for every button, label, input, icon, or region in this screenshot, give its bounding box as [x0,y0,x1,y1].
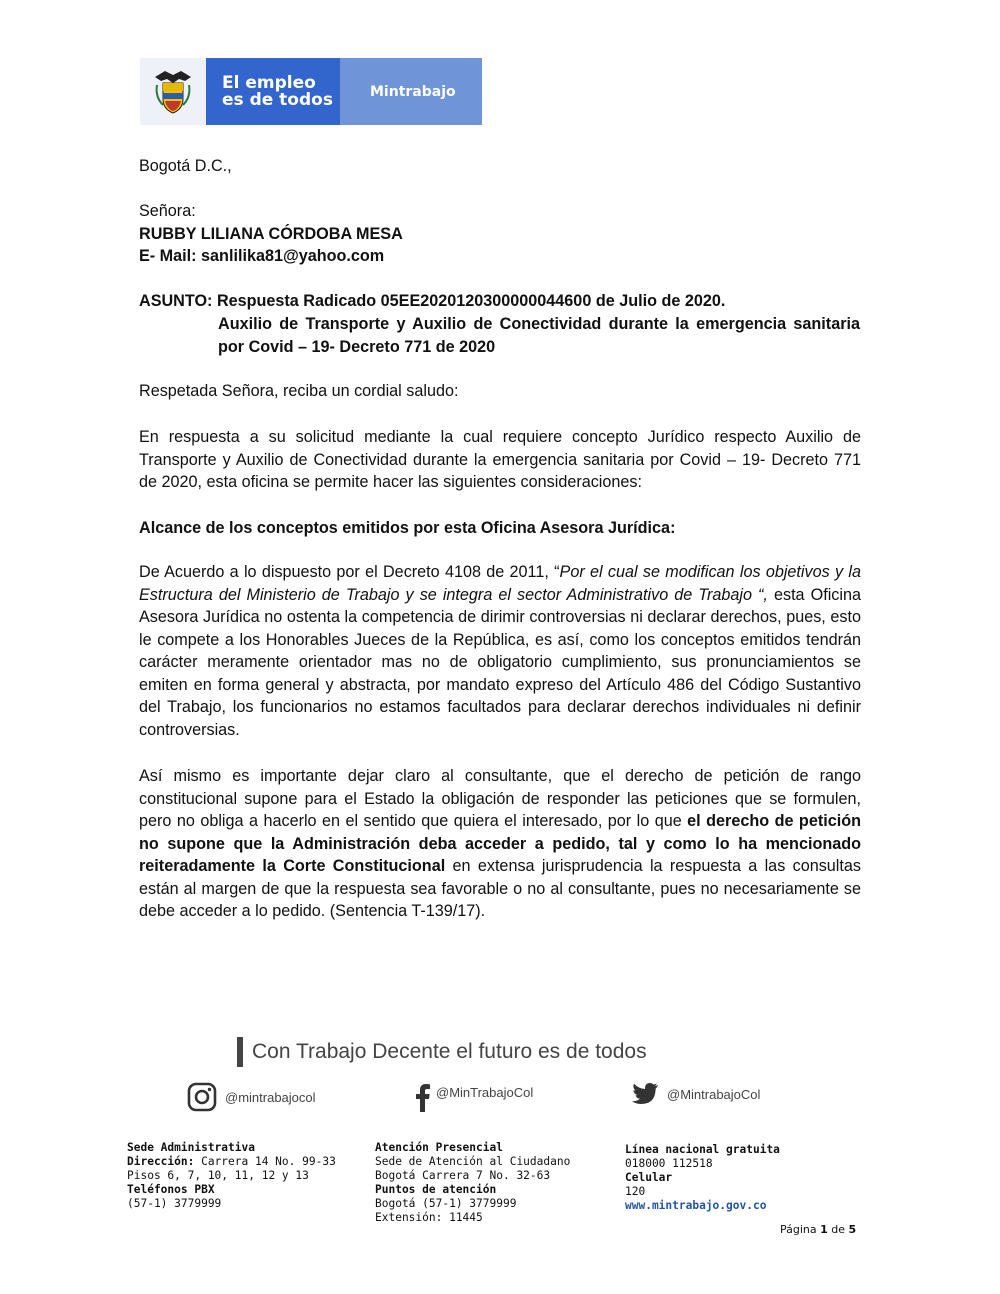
footer-linea-nacional [625,1143,780,1213]
logo-line2: es de todos [222,89,333,110]
footer-sede-administrativa [127,1141,336,1211]
paragraph-petition-right [139,765,861,923]
footer-col-title: Atención Presencial [375,1141,503,1154]
footer-line: Bogotá Carrera 7 No. 32-63 [375,1169,551,1182]
coat-of-arms-icon [140,58,206,125]
logo-brand: Mintrabajo [340,58,482,125]
recipient-name: RUBBY LILIANA CÓRDOBA MESA [139,225,403,243]
footer-slogan [237,1036,647,1068]
subject-line: ASUNTO: Respuesta Radicado 05EE2020120300000044600 de Julio de 2020. [139,292,726,310]
logo-line1: El empleo [222,72,316,93]
footer-extension: Extensión: 11445 [375,1211,483,1224]
letter-city: Bogotá D.C., [139,157,232,175]
footer-col-title: Sede Administrativa [127,1141,255,1154]
footer-line: Sede de Atención al Ciudadano [375,1155,571,1168]
slogan-text: Con Trabajo Decente el futuro es de todos [252,1040,647,1063]
page-middle: de [827,1223,849,1236]
footer-address-value: Carrera 14 No. 99-33 [194,1155,336,1168]
recipient-email: E- Mail: sanlilika81@yahoo.com [139,247,385,265]
twitter-handle[interactable]: @MintrabajoCol [667,1086,761,1102]
footer-address-label: Dirección: [127,1155,195,1168]
website-link[interactable]: www.mintrabajo.gov.co [625,1199,767,1212]
social-twitter[interactable] [631,1082,760,1106]
social-facebook[interactable] [415,1082,533,1112]
page-total: 5 [848,1223,857,1236]
section-heading: Alcance de los conceptos emitidos por esta Oficina Asesora Jurídica: [139,519,676,537]
footer-col-title: Línea nacional gratuita [625,1143,780,1156]
footer-floors: Pisos 6, 7, 10, 11, 12 y 13 [127,1169,309,1182]
footer-mobile-label: Celular [625,1171,673,1184]
logo-slogan [206,58,340,125]
social-instagram[interactable] [187,1082,316,1112]
twitter-icon [631,1082,659,1106]
page-current: 1 [820,1223,828,1236]
slogan-bar [237,1037,243,1067]
footer-points-value: Bogotá (57-1) 3779999 [375,1197,517,1210]
footer-points-label: Puntos de atención [375,1183,497,1196]
footer-hotline: 018000 112518 [625,1157,713,1170]
page-prefix: Página [780,1223,821,1236]
instagram-icon [187,1082,217,1112]
paragraph-emphasis: el derecho de petición no supone que la Administración deba acceder a pedido, tal y como lo ha mencionado reiteradamente la Corte Constitucional [139,812,861,875]
facebook-icon [415,1082,431,1112]
footer-address [127,1155,336,1169]
footer-mobile-value: 120 [625,1185,646,1198]
paragraph-text: Así mismo es importante dejar claro al consultante, que el derecho de petición de rango constitucional supone para el Estado la obligación de responder las peticiones que se formulen, pero no obliga a hacerlo en el sentido que quiera el interesado, por lo que [139,767,861,830]
footer-phones-value: (57-1) 3779999 [127,1197,222,1210]
paragraph-scope [139,561,861,741]
instagram-handle[interactable]: @mintrabajocol [225,1089,316,1105]
letter-salutation: Señora: [139,202,196,220]
decree-title-quote: Por el cual se modifican los objetivos y la Estructura del Ministerio de Trabajo y se integra el sector Administrativo de Trabajo “, [139,563,861,604]
footer-phones-label: Teléfonos PBX [127,1183,215,1196]
paragraph-text: De Acuerdo a lo dispuesto por el Decreto 4108 de 2011, “ [139,563,560,581]
paragraph-intro: En respuesta a su solicitud mediante la cual requiere concepto Jurídico respecto Auxilio de Transporte y Auxilio de Conectividad durante la emergencia sanitaria por Covid – 19- Decreto 771 de 2020, esta oficina se permite hacer las siguientes consideraciones: [139,428,861,491]
mintrabajo-logo [140,58,482,125]
facebook-handle[interactable]: @MinTrabajoCol [436,1085,534,1100]
letter-greeting: Respetada Señora, reciba un cordial saludo: [139,382,459,400]
subject-line: Auxilio de Transporte y Auxilio de Conectividad durante la emergencia sanitaria [218,315,860,333]
footer-atencion-presencial [375,1141,570,1225]
paragraph-text: en extensa jurisprudencia la respuesta a las consultas están al margen de que la respuesta sea favorable o no al consultante, pues no necesariamente se debe acceder a lo pedido. (Sentencia T-139/17). [139,857,861,920]
page-number [780,1223,856,1236]
paragraph-text: esta Oficina Asesora Jurídica no ostenta la competencia de dirimir controversias ni declarar derechos, pues, esto le compete a los Honorables Jueces de la República, es así, como los conceptos emitidos tendrán carácter meramente orientador mas no de obligatorio cumplimiento, sus pronunciamientos se emiten en forma general y abstracta, por mandato expreso del Artículo 486 del Código Sustantivo del Trabajo, los funcionarios no estamos facultados para declarar derechos individuales ni definir controversias. [139,585,861,739]
subject-line: por Covid – 19- Decreto 771 de 2020 [218,338,496,356]
